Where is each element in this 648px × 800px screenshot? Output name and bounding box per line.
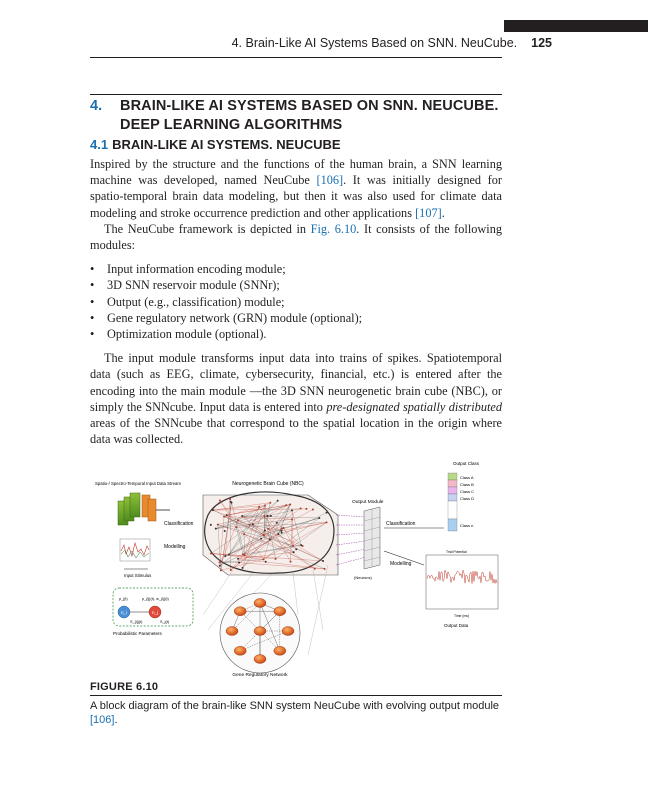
gene-node: [234, 607, 246, 616]
gene-node: [274, 607, 286, 616]
node-i-label: n_i: [120, 610, 128, 615]
neuron-dot: [217, 524, 219, 526]
neuron-dot: [291, 518, 293, 520]
neuron-dot: [230, 569, 232, 571]
nbc-title: Neurogenetic Brain Cube (NBC): [232, 481, 304, 487]
neuron-dot: [238, 562, 240, 564]
neuron-dot: [285, 504, 287, 506]
neuron-dot: [242, 553, 244, 555]
list-item: • Gene regulatory network (GRN) module (optional);: [90, 310, 502, 326]
neuron-dot: [295, 548, 297, 550]
page-number: 125: [531, 36, 552, 50]
section-rule: [90, 94, 502, 95]
list-item: • 3D SNN reservoir module (SNNr);: [90, 277, 502, 293]
header-rule: [90, 57, 502, 58]
neuron-dot: [318, 517, 320, 519]
neucube-diagram-svg: [95, 455, 508, 678]
node-j-label: n_j: [151, 610, 159, 615]
neuron-dot: [276, 522, 278, 524]
figure-link[interactable]: Fig. 6.10: [310, 221, 357, 236]
neuron-dot: [260, 538, 262, 540]
neuron-dot: [229, 498, 231, 500]
neuron-dot: [264, 530, 266, 532]
neuron-dot: [326, 512, 328, 514]
neuron-dot: [228, 554, 230, 556]
neuron-dot: [269, 502, 271, 504]
section-title-line1: BRAIN-LIKE AI SYSTEMS BASED ON SNN. NEUCUBE.: [120, 98, 499, 114]
list-item: • Output (e.g., classification) module;: [90, 294, 502, 310]
neuron-dot: [326, 521, 328, 523]
gene-node: [274, 646, 286, 655]
modelling-right-label: Modelling: [390, 561, 412, 567]
neuron-dot: [224, 555, 226, 557]
neuron-dot: [305, 508, 307, 510]
neuron-dot: [300, 544, 302, 546]
output-module-label: Output Module: [352, 500, 384, 505]
caption-end: .: [114, 714, 118, 726]
param-pij-wij: p_{ij}(t), w_{ij}(t): [142, 597, 169, 601]
para3-text-a: The input module transforms input data into trains of spikes. Spatiotemporal data (such as EEG, climate, cybersecurity, financial, etc.) is entered after the encoding into the main module —the 3D SNN neurogenetic brain cube (NBC), or simply the SNNcube. Input data is entered into: [90, 351, 502, 414]
neuron-dot: [242, 567, 244, 569]
prob-params-label: Probabilistic Parameters: [113, 631, 162, 636]
output-classes: [448, 473, 474, 531]
gene-node: [254, 599, 266, 608]
neuron-dot: [237, 558, 239, 560]
module-list: [90, 261, 502, 342]
paragraph-2: [90, 221, 502, 253]
para1-text-c: .: [441, 205, 445, 220]
input-data-stack: [118, 493, 156, 525]
gene-node: [234, 646, 246, 655]
output-data-plot: [426, 555, 498, 609]
neucube-diagram: [95, 455, 508, 678]
neuron-dot: [280, 530, 282, 532]
neuron-dot: [277, 500, 279, 502]
class-a-swatch: [448, 473, 457, 480]
neuron-dot: [262, 534, 264, 536]
para3-text-b: areas of the SNNcube that correspond to the spatial location in the origin where data was collected.: [90, 416, 502, 447]
subsection-number: 4.1: [90, 137, 109, 152]
class-d-label: Class D: [460, 496, 475, 501]
citation-link[interactable]: [106]: [90, 714, 115, 726]
para2-text-b: . It consists of the following modules:: [90, 221, 502, 253]
neuron-dot: [220, 569, 222, 571]
output-data-label: Output Data: [444, 623, 469, 628]
neuron-dot: [324, 568, 326, 570]
gene-node: [254, 655, 266, 664]
input-stimulus-label: Input Stimulus: [124, 573, 152, 578]
neuron-dot: [312, 508, 314, 510]
class-a-label: Class A: [460, 475, 474, 480]
figure-label: FIGURE 6.10: [90, 681, 159, 693]
neuron-dot: [291, 509, 293, 511]
class-c-swatch: [448, 487, 457, 494]
neuron-dot: [265, 561, 267, 563]
neuron-dot: [219, 561, 221, 563]
subsection-heading: [90, 137, 341, 152]
neuron-dot: [267, 528, 269, 530]
chapter-title: 4. Brain-Like AI Systems Based on SNN. NeuCube.: [231, 36, 518, 50]
section-heading: [90, 97, 510, 135]
neuron-dot: [314, 568, 316, 570]
neuron-dot: [289, 504, 291, 506]
output-module-grid: [364, 507, 380, 569]
neuron-dot: [266, 515, 268, 517]
neuron-dot: [293, 551, 295, 553]
neuron-dot: [258, 506, 260, 508]
neuron-dot: [248, 524, 250, 526]
paragraph-3: [90, 350, 502, 447]
para3-emphasis: pre-designated spatially distributed: [326, 399, 503, 414]
plot-title: Trial Potential: [446, 550, 467, 554]
neuron-dot: [277, 533, 279, 535]
neuron-dot: [224, 530, 226, 532]
neuron-dot: [219, 500, 221, 502]
class-n-label: Class n: [460, 523, 474, 528]
body-text-block: [90, 156, 502, 447]
neuron-dot: [215, 528, 217, 530]
neurons-label: (Neurons): [354, 575, 372, 580]
modelling-left-label: Modelling: [164, 544, 186, 550]
neuron-dot: [212, 509, 214, 511]
neuron-dot: [243, 533, 245, 535]
gene-node: [282, 627, 294, 636]
neuron-dot: [264, 504, 266, 506]
class-n-swatch: [448, 519, 457, 531]
subsection-title: BRAIN-LIKE AI SYSTEMS. NEUCUBE: [112, 137, 341, 152]
para1-text-b: . It was initially designed for spatio-temporal brain data modeling, but then it was also used for climate data modeling and stroke occurrence prediction and other applications: [90, 173, 502, 220]
grn-network: [226, 599, 294, 664]
spike-connections: [336, 515, 366, 565]
neuron-dot: [237, 519, 239, 521]
neuron-dot: [263, 558, 265, 560]
classification-left-label: Classification: [164, 521, 194, 527]
running-header: [90, 36, 552, 50]
neuron-dot: [275, 558, 277, 560]
header-bar-decoration: [504, 20, 648, 32]
para2-text-a: The NeuCube framework is depicted in: [104, 221, 311, 236]
neuron-dot: [230, 501, 232, 503]
input-data-title: Spatio-/ Spectro-Temporal Input Data Stream: [95, 481, 181, 486]
figure-rule: [90, 695, 502, 696]
class-c-label: Class C: [460, 489, 475, 494]
neuron-dot: [252, 523, 254, 525]
neuron-dot: [270, 515, 272, 517]
neuron-dot: [219, 565, 221, 567]
class-b-label: Class B: [460, 482, 474, 487]
paragraph-1: [90, 156, 502, 221]
citation-link[interactable]: [106]: [316, 173, 344, 188]
neuron-dot: [290, 561, 292, 563]
neuron-dot: [263, 515, 265, 517]
param-sj: S_j(t): [160, 620, 170, 624]
gene-node: [226, 627, 238, 636]
neuron-dot: [235, 526, 237, 528]
neuron-dot: [210, 552, 212, 554]
neuron-dot: [322, 560, 324, 562]
neuron-dot: [269, 538, 271, 540]
list-item: • Optimization module (optional).: [90, 326, 502, 342]
class-b-swatch: [448, 480, 457, 487]
neuron-dot: [223, 516, 225, 518]
neuron-dot: [281, 532, 283, 534]
caption-text: A block diagram of the brain-like SNN system NeuCube with evolving output module: [90, 700, 500, 712]
section-title-line2: DEEP LEARNING ALGORITHMS: [120, 117, 343, 133]
section-number: 4.: [90, 98, 103, 114]
class-d-swatch: [448, 494, 457, 501]
plot-xlabel: Time (ms): [454, 614, 470, 618]
neuron-dot: [244, 554, 246, 556]
list-item: • Input information encoding module;: [90, 261, 502, 277]
para1-text-a: Inspired by the structure and the functions of the human brain, a SNN learning machine was developed, named NeuCube: [90, 157, 502, 188]
param-sij: S_{ij}(t): [130, 620, 143, 624]
neuron-dot: [300, 507, 302, 509]
snn-cube: [203, 492, 338, 575]
neuron-dot: [283, 527, 285, 529]
figure-caption: [90, 699, 502, 727]
neuron-dot: [210, 524, 212, 526]
classification-right-label: Classification: [386, 521, 416, 527]
neuron-dot: [241, 515, 243, 517]
gene-node: [254, 627, 266, 636]
citation-link[interactable]: [107]: [415, 205, 442, 220]
output-class-title: Output Class: [453, 461, 480, 466]
grn-label: Gene Regulatory Network: [232, 673, 288, 678]
param-pj: p_j(t): [119, 597, 128, 601]
neuron-dot: [226, 514, 228, 516]
neuron-dot: [292, 545, 294, 547]
